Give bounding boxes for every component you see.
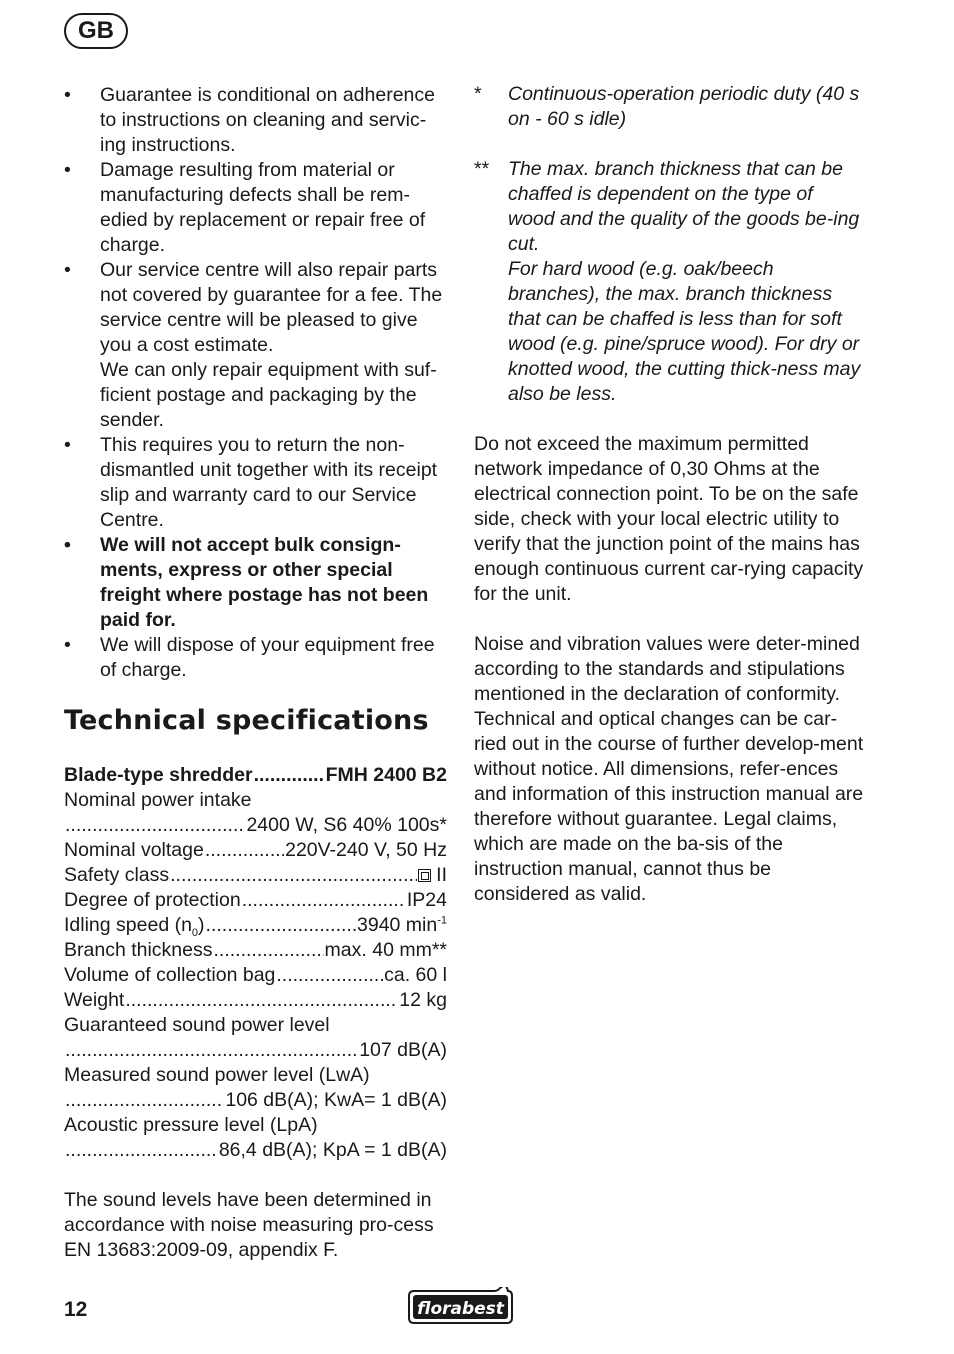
spec-value: 107 dB(A)	[359, 1039, 447, 1061]
spec-value: 12 kg	[399, 989, 447, 1011]
spec-row-measured-sound	[64, 1088, 447, 1113]
list-item-extra: We can only repair equipment with suf-ficient postage and packaging by the sender.	[100, 359, 437, 431]
spec-value: 2400 W, S6 40% 100s*	[246, 814, 447, 836]
spec-label: Branch thickness	[64, 939, 213, 961]
list-item: • This requires you to return the non-dismantled unit together with its receipt slip and warranty card to our Service Centre.	[64, 433, 447, 533]
spec-row-branch	[64, 938, 447, 963]
spec-row-voltage	[64, 838, 447, 863]
florabest-logo	[406, 1287, 515, 1325]
spec-value: 3940 $\min^{-1}$	[357, 914, 447, 936]
spec-value: II	[436, 864, 447, 886]
sound-note: The sound levels have been determined in accordance with noise measuring pro-cess EN 13683:2009-09, appendix F.	[64, 1189, 434, 1261]
spec-value: FMH 2400 B2	[325, 764, 447, 786]
spec-row-product	[64, 763, 447, 788]
footnote-mark: **	[474, 158, 490, 180]
footnote-extra: For hard wood (e.g. oak/beech branches), the max. branch thickness that can be chaffed is less than for soft wood (e.g. pine/spruce wood). For dry or knotted wood, the cutting thick-ness may also be less.	[508, 258, 861, 405]
list-item: • We will dispose of your equipment free of charge.	[64, 633, 447, 683]
spec-value: 220V-240 V, 50 Hz	[285, 839, 447, 861]
right-column	[474, 82, 864, 907]
footnote-text: Continuous-operation periodic duty (40 s on - 60 s idle)	[508, 83, 860, 130]
impedance-paragraph: Do not exceed the maximum permitted network impedance of 0,30 Ohms at the electrical connection point. To be on the safe side, check with your local electric utility to verify that the junction point of the mains has enough continuous current car-rying capacity for the unit.	[474, 433, 864, 605]
spec-row-guaranteed-sound	[64, 1038, 447, 1063]
spec-label: Volume of collection bag	[64, 964, 276, 986]
spec-row-weight	[64, 988, 447, 1013]
spec-label: Guaranteed sound power level	[64, 1014, 330, 1036]
spec-value: IP24	[406, 889, 447, 911]
language-badge: GB	[64, 13, 128, 49]
changes-paragraph: Technical and optical changes can be car-ried out in the course of further develop-ment without notice. All dimensions, refer-ences and information of this instruction manual are therefore without guarantee. Legal claims, which are made on the ba-sis of the instruction manual, cannot thus be considered as valid.	[474, 708, 864, 905]
spec-label: Measured sound power level (LwA)	[64, 1064, 370, 1086]
spec-row-safety	[64, 863, 447, 888]
spec-row-acoustic	[64, 1138, 447, 1163]
spec-label: Acoustic pressure level (LpA)	[64, 1114, 318, 1136]
page-number: 12	[64, 1298, 88, 1321]
spec-label: Safety class	[64, 864, 170, 886]
spec-row-protection	[64, 888, 447, 913]
spec-row-power	[64, 813, 447, 838]
footnote-text: The max. branch thickness that can be chaffed is dependent on the type of wood and the quality of the goods be-ing cut.	[508, 158, 860, 255]
section-title: Technical specifications	[64, 705, 429, 736]
list-item: • Damage resulting from material or manufacturing defects shall be rem-edied by replacement or repair free of charge.	[64, 158, 447, 258]
spec-label: Degree of protection	[64, 889, 241, 911]
footnotes	[474, 82, 864, 407]
spec-label: Blade-type shredder	[64, 764, 253, 786]
warranty-list	[64, 83, 447, 683]
left-column	[64, 83, 447, 1263]
spec-row-idling	[64, 913, 447, 938]
double-insulation-icon	[418, 869, 431, 882]
footnote	[474, 82, 864, 132]
list-item: • Guarantee is conditional on adherence to instructions on cleaning and servic-ing instructions.	[64, 83, 447, 158]
list-item: • We will not accept bulk consign-ments, express or other special freight where postage has not been paid for.	[64, 533, 447, 633]
list-item-text: • Our service centre will also repair parts not covered by guarantee for a fee. The service centre will be pleased to give you a cost estimate.	[100, 259, 443, 356]
spec-label: Nominal power intake	[64, 789, 252, 811]
spec-value: max. 40 mm**	[324, 939, 447, 961]
spec-table	[64, 763, 447, 1263]
noise-paragraph: Noise and vibration values were deter-mined according to the standards and stipulations mentioned in the declaration of conformity.	[474, 633, 860, 705]
footnote-mark: *	[474, 83, 482, 105]
list-item	[64, 258, 447, 433]
spec-value: 86,4 dB(A); KpA = 1 dB(A)	[218, 1139, 447, 1161]
spec-label: Weight	[64, 989, 125, 1011]
spec-value: 106 dB(A); KwA= 1 dB(A)	[225, 1089, 447, 1111]
spec-value: ca. 60 l	[384, 964, 447, 986]
footnote	[474, 157, 864, 407]
spec-label: Nominal voltage	[64, 839, 204, 861]
spec-row-bag	[64, 963, 447, 988]
brand-text: florabest	[417, 1299, 504, 1319]
spec-label: Idling speed $(n_0)$	[64, 914, 205, 939]
